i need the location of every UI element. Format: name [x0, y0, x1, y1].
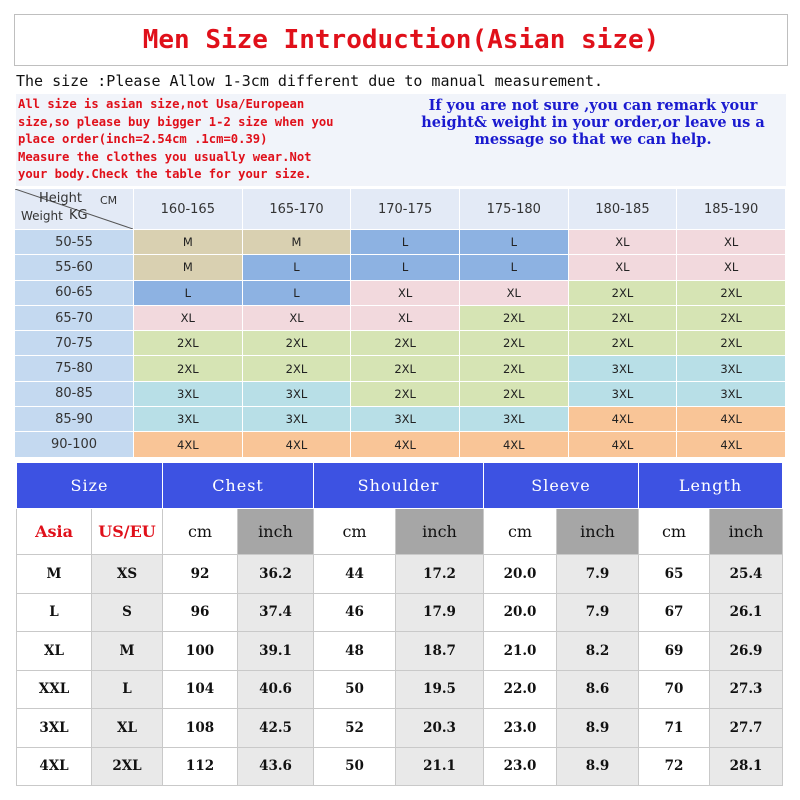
measure-cell: 43.6 — [238, 747, 314, 786]
measure-cell: 19.5 — [396, 670, 484, 709]
corner-weight-label: Weight — [21, 209, 63, 223]
subheader-sleeve-cm: cm — [484, 509, 557, 555]
height-header: 160-165 — [134, 189, 243, 230]
size-cell: 4XL — [568, 432, 677, 457]
measure-cell: 40.6 — [238, 670, 314, 709]
subheader-chest-inch: inch — [238, 509, 314, 555]
size-cell: 2XL — [351, 381, 460, 406]
measure-cell: 27.3 — [710, 670, 783, 709]
size-cell: XL — [242, 305, 351, 330]
measure-cell: 48 — [314, 632, 396, 671]
table-row — [17, 593, 783, 632]
asian-size-warning: All size is asian size,not Usa/European size,so please buy bigger 1-2 size when you place order(inch=2.54cm .1cm=0.39) Measure the clothes you usually wear.Not your body.Check the table for your size. — [16, 94, 400, 186]
size-cell: L — [459, 230, 568, 255]
measure-cell: 112 — [163, 747, 238, 786]
size-cell: 2XL — [459, 381, 568, 406]
height-header: 170-175 — [351, 189, 460, 230]
measure-cell: 44 — [314, 555, 396, 594]
measure-cell: 92 — [163, 555, 238, 594]
size-cell: 2XL — [134, 331, 243, 356]
weight-label: 55-60 — [15, 255, 134, 280]
measure-cell: XS — [92, 555, 163, 594]
measure-cell: 70 — [639, 670, 710, 709]
measure-cell: 72 — [639, 747, 710, 786]
weight-label: 50-55 — [15, 230, 134, 255]
size-cell: XL — [568, 255, 677, 280]
measure-cell: XL — [17, 632, 92, 671]
table-row — [17, 632, 783, 671]
subheader-length-inch: inch — [710, 509, 783, 555]
measure-cell: 17.9 — [396, 593, 484, 632]
page-title: Men Size Introduction(Asian size) — [14, 14, 788, 66]
size-chart-row — [15, 280, 786, 305]
size-cell: 4XL — [134, 432, 243, 457]
corner-kg-label: KG — [69, 208, 88, 223]
measure-cell: 8.2 — [557, 632, 639, 671]
size-cell: 2XL — [459, 356, 568, 381]
size-cell: 4XL — [242, 432, 351, 457]
help-message: If you are not sure ,you can remark your height& weight in your order,or leave us a message so that we can help. — [400, 94, 786, 186]
measure-cell: 3XL — [17, 709, 92, 748]
size-chart-row — [15, 407, 786, 432]
measure-cell: 104 — [163, 670, 238, 709]
measure-cell: 36.2 — [238, 555, 314, 594]
size-cell: M — [134, 255, 243, 280]
table-row — [17, 555, 783, 594]
measure-cell: 21.0 — [484, 632, 557, 671]
size-cell: 2XL — [459, 331, 568, 356]
size-cell: L — [242, 280, 351, 305]
size-cell: 2XL — [351, 331, 460, 356]
corner-cm-label: CM — [100, 194, 118, 207]
height-header: 180-185 — [568, 189, 677, 230]
corner-height-label: Height — [39, 191, 82, 206]
size-cell: 2XL — [568, 305, 677, 330]
measure-cell: 23.0 — [484, 709, 557, 748]
measure-cell: 17.2 — [396, 555, 484, 594]
size-cell: 3XL — [351, 407, 460, 432]
size-cell: 4XL — [677, 407, 786, 432]
size-cell: L — [459, 255, 568, 280]
measure-cell: S — [92, 593, 163, 632]
measure-cell: 23.0 — [484, 747, 557, 786]
measure-cell: 26.1 — [710, 593, 783, 632]
size-cell: 2XL — [351, 356, 460, 381]
size-chart-row — [15, 331, 786, 356]
table-row — [17, 709, 783, 748]
size-cell: M — [242, 230, 351, 255]
measure-cell: 52 — [314, 709, 396, 748]
size-chart-row — [15, 230, 786, 255]
size-chart-row — [15, 305, 786, 330]
weight-label: 65-70 — [15, 305, 134, 330]
size-cell: L — [351, 255, 460, 280]
size-cell: 3XL — [459, 407, 568, 432]
measure-cell: 71 — [639, 709, 710, 748]
measure-cell: 69 — [639, 632, 710, 671]
size-cell: XL — [134, 305, 243, 330]
size-chart-row — [15, 255, 786, 280]
group-header-length: Length — [639, 463, 783, 509]
measure-cell: 42.5 — [238, 709, 314, 748]
size-cell: 2XL — [677, 280, 786, 305]
group-header-chest: Chest — [163, 463, 314, 509]
measure-cell: 67 — [639, 593, 710, 632]
subheader-shoulder-cm: cm — [314, 509, 396, 555]
size-cell: 2XL — [568, 331, 677, 356]
measure-cell: 65 — [639, 555, 710, 594]
size-cell: 4XL — [568, 407, 677, 432]
measure-cell: 21.1 — [396, 747, 484, 786]
measure-cell: L — [17, 593, 92, 632]
measure-cell: 20.0 — [484, 555, 557, 594]
height-header: 185-190 — [677, 189, 786, 230]
measure-cell: L — [92, 670, 163, 709]
size-chart-row — [15, 432, 786, 457]
size-cell: XL — [677, 255, 786, 280]
measure-cell: 27.7 — [710, 709, 783, 748]
size-cell: 4XL — [351, 432, 460, 457]
measurement-note: The size :Please Allow 1-3cm different due to manual measurement. — [16, 72, 603, 90]
measure-cell: XXL — [17, 670, 92, 709]
size-cell: 2XL — [242, 331, 351, 356]
weight-label: 75-80 — [15, 356, 134, 381]
size-cell: 3XL — [242, 407, 351, 432]
measure-cell: 46 — [314, 593, 396, 632]
weight-label: 60-65 — [15, 280, 134, 305]
measure-cell: 20.3 — [396, 709, 484, 748]
measure-cell: 26.9 — [710, 632, 783, 671]
chart-corner — [15, 189, 134, 230]
group-header-size: Size — [17, 463, 163, 509]
size-cell: 3XL — [568, 381, 677, 406]
height-weight-size-chart — [14, 188, 786, 458]
size-cell: M — [134, 230, 243, 255]
size-cell: 2XL — [568, 280, 677, 305]
size-cell: 3XL — [242, 381, 351, 406]
measure-cell: 37.4 — [238, 593, 314, 632]
size-cell: 3XL — [677, 381, 786, 406]
measure-cell: 4XL — [17, 747, 92, 786]
weight-label: 90-100 — [15, 432, 134, 457]
size-cell: 3XL — [134, 407, 243, 432]
table-row — [17, 670, 783, 709]
size-cell: 2XL — [459, 305, 568, 330]
weight-label: 80-85 — [15, 381, 134, 406]
size-cell: 3XL — [677, 356, 786, 381]
height-header: 175-180 — [459, 189, 568, 230]
measure-cell: 25.4 — [710, 555, 783, 594]
size-cell: L — [242, 255, 351, 280]
measure-cell: XL — [92, 709, 163, 748]
size-cell: XL — [459, 280, 568, 305]
measure-cell: 50 — [314, 670, 396, 709]
size-cell: L — [351, 230, 460, 255]
table-row — [17, 747, 783, 786]
size-cell: XL — [351, 280, 460, 305]
measure-cell: 8.6 — [557, 670, 639, 709]
measure-cell: 39.1 — [238, 632, 314, 671]
measure-cell: 28.1 — [710, 747, 783, 786]
measure-cell: 7.9 — [557, 593, 639, 632]
size-cell: 2XL — [134, 356, 243, 381]
measure-cell: M — [17, 555, 92, 594]
height-header: 165-170 — [242, 189, 351, 230]
subheader-asia: Asia — [17, 509, 92, 555]
measure-cell: 100 — [163, 632, 238, 671]
measure-cell: 2XL — [92, 747, 163, 786]
size-cell: XL — [677, 230, 786, 255]
subheader-chest-cm: cm — [163, 509, 238, 555]
weight-label: 70-75 — [15, 331, 134, 356]
size-chart-row — [15, 356, 786, 381]
measure-cell: 108 — [163, 709, 238, 748]
weight-label: 85-90 — [15, 407, 134, 432]
size-cell: 3XL — [134, 381, 243, 406]
measure-cell: 96 — [163, 593, 238, 632]
size-cell: L — [134, 280, 243, 305]
measure-cell: 50 — [314, 747, 396, 786]
size-cell: 4XL — [459, 432, 568, 457]
subheader-sleeve-inch: inch — [557, 509, 639, 555]
measure-cell: 8.9 — [557, 709, 639, 748]
measure-cell: 20.0 — [484, 593, 557, 632]
size-cell: 2XL — [242, 356, 351, 381]
subheader-length-cm: cm — [639, 509, 710, 555]
measure-cell: 18.7 — [396, 632, 484, 671]
measurement-table — [16, 462, 783, 786]
group-header-sleeve: Sleeve — [484, 463, 639, 509]
size-cell: XL — [351, 305, 460, 330]
size-cell: 4XL — [677, 432, 786, 457]
subheader-shoulder-inch: inch — [396, 509, 484, 555]
size-cell: 3XL — [568, 356, 677, 381]
group-header-shoulder: Shoulder — [314, 463, 484, 509]
size-cell: 2XL — [677, 305, 786, 330]
size-chart-row — [15, 381, 786, 406]
size-cell: 2XL — [677, 331, 786, 356]
measure-cell: 7.9 — [557, 555, 639, 594]
measure-cell: M — [92, 632, 163, 671]
measure-cell: 8.9 — [557, 747, 639, 786]
subheader-us-eu: US/EU — [92, 509, 163, 555]
measure-cell: 22.0 — [484, 670, 557, 709]
size-cell: XL — [568, 230, 677, 255]
